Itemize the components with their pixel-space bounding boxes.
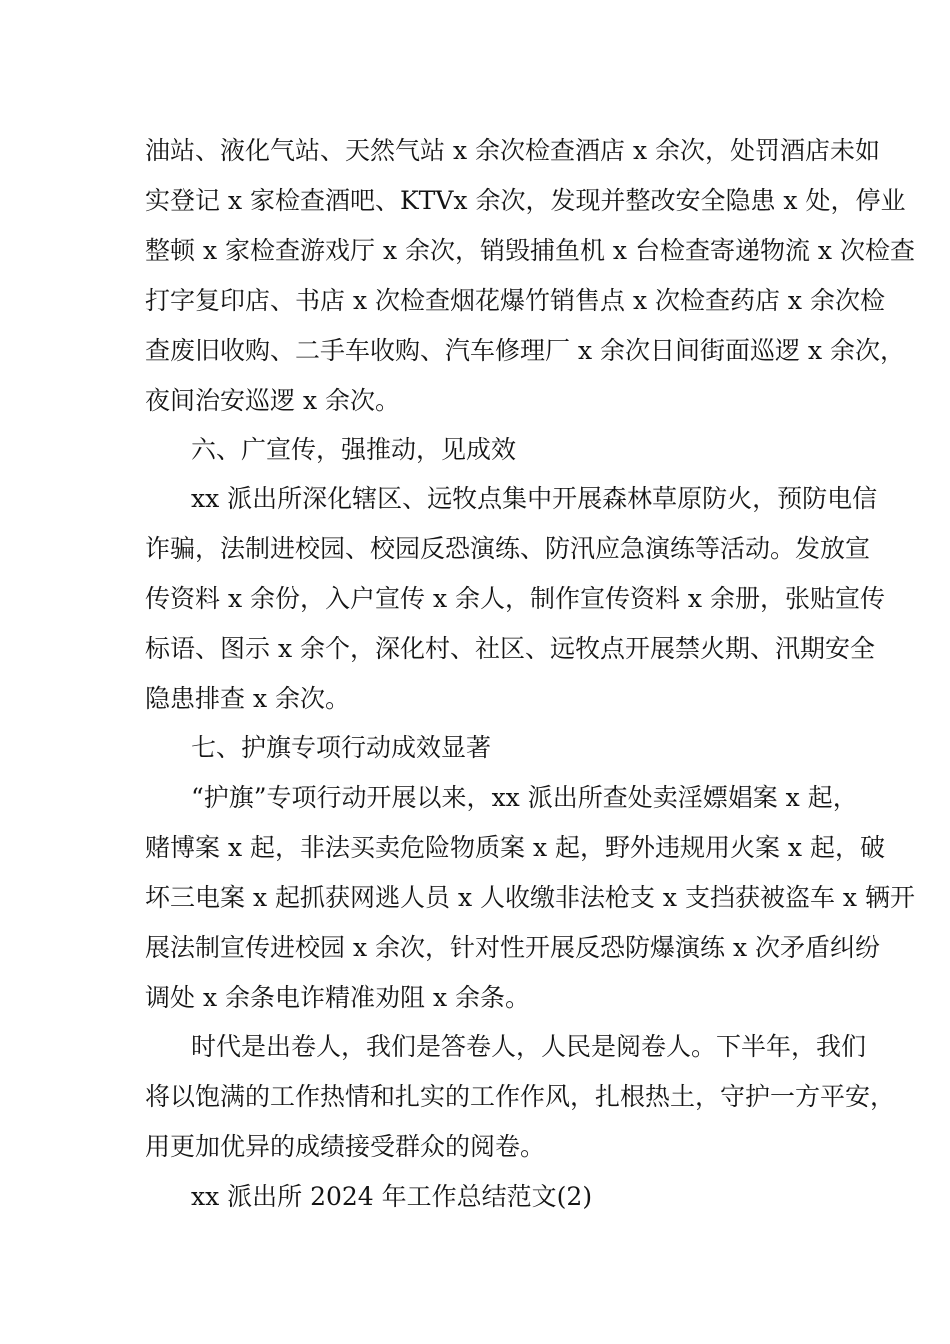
section-heading-six [145,425,810,475]
section-heading-seven [145,723,810,773]
text-line: 展法制宣传进校园 x 余次，针对性开展反恐防爆演练 x 次矛盾纠纷 [145,933,880,962]
text-line: 赌博案 x 起，非法买卖危险物质案 x 起，野外违规用火案 x 起，破 [145,833,885,862]
text-line: 查废旧收购、二手车收购、汽车修理厂 x 余次日间街面巡逻 x 余次， [145,336,905,365]
text-line: 时代是出卷人，我们是答卷人，人民是阅卷人。下半年，我们 [191,1032,867,1061]
text-line: xx 派出所深化辖区、远牧点集中开展森林草原防火，预防电信 [191,484,878,513]
heading-line: xx 派出所 2024 年工作总结范文(2) [191,1182,593,1211]
next-document-title [145,1172,810,1222]
text-line: 打字复印店、书店 x 次检查烟花爆竹销售点 x 次检查药店 x 余次检 [145,286,885,315]
paragraph-flag-protection [145,773,915,1023]
text-line: 整顿 x 家检查游戏厅 x 余次，销毁捕鱼机 x 台检查寄递物流 x 次检查 [145,236,915,265]
paragraph-closing [145,1022,896,1172]
heading-line: 七、护旗专项行动成效显著 [191,733,492,762]
text-line: “护旗”专项行动开展以来，xx 派出所查处卖淫嫖娼案 x 起， [191,783,858,812]
text-line: 调处 x 余条电诈精准劝阻 x 余条。 [145,983,530,1012]
text-line: 传资料 x 余份，入户宣传 x 余人，制作宣传资料 x 余册，张贴宣传 [145,584,885,613]
text-line: 将以饱满的工作热情和扎实的工作作风，扎根热土，守护一方平安， [145,1082,896,1111]
text-line: 油站、液化气站、天然气站 x 余次检查酒店 x 余次，处罚酒店未如 [145,136,880,165]
text-line: 隐患排查 x 余次。 [145,684,350,713]
text-line: 标语、图示 x 余个，深化村、社区、远牧点开展禁火期、汛期安全 [145,634,875,663]
text-line: 实登记 x 家检查酒吧、KTVx 余次，发现并整改安全隐患 x 处，停业 [145,186,906,215]
text-line: 夜间治安巡逻 x 余次。 [145,386,400,415]
text-line: 坏三电案 x 起抓获网逃人员 x 人收缴非法枪支 x 支挡获被盗车 x 辆开 [145,883,915,912]
paragraph-publicity [145,474,885,724]
heading-line: 六、广宣传，强推动，见成效 [191,435,517,464]
paragraph-inspection-summary [145,126,915,426]
text-line: 用更加优异的成绩接受群众的阅卷。 [145,1132,546,1161]
text-line: 诈骗，法制进校园、校园反恐演练、防汛应急演练等活动。发放宣 [145,534,871,563]
